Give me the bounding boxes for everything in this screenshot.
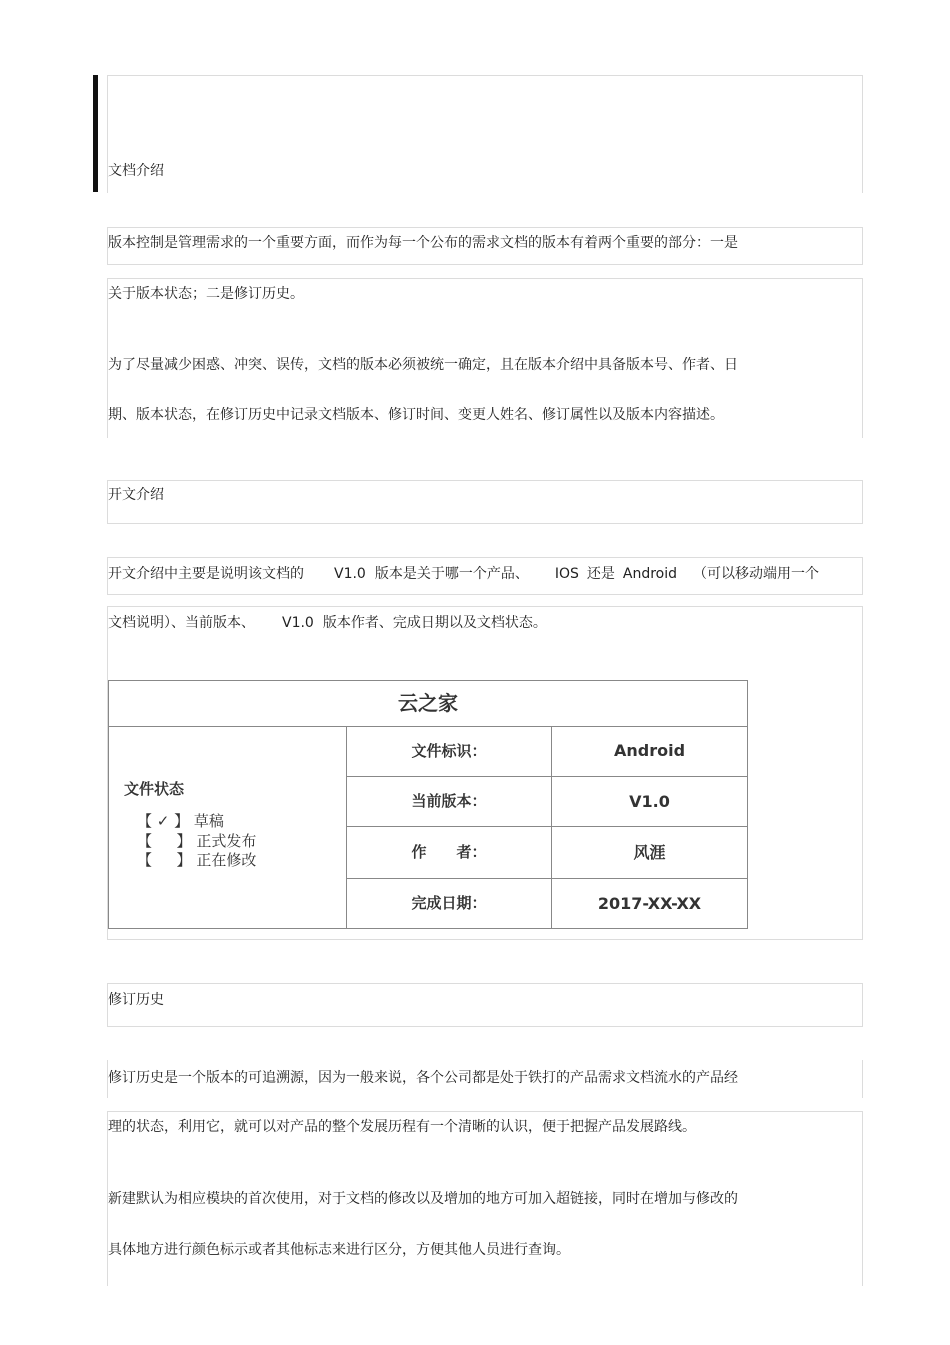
status-option-label: 正式发布 [196, 832, 257, 850]
history-heading-frame [107, 983, 863, 1027]
status-option-draft [137, 810, 224, 831]
info-row [347, 879, 747, 928]
open-heading: 开文介绍 [108, 487, 164, 503]
info-value: V1.0 [629, 792, 670, 811]
open-paragraph-line [108, 565, 819, 583]
text-run: Android [622, 566, 678, 582]
info-value: 风涯 [633, 843, 666, 862]
info-key: 文件标识： [347, 726, 552, 776]
text-run: 开文介绍中主要是说明该文档的 [108, 566, 304, 582]
open-heading-frame [107, 480, 863, 524]
info-value: 2017-XX-XX [597, 894, 702, 913]
heading-accent-bar [93, 75, 98, 192]
text-run: 版本作者、完成日期以及文档状态。 [322, 615, 547, 631]
text-run: 文档说明）、当前版本、 [108, 615, 255, 631]
text-run: （可以移动端用一个 [693, 566, 820, 582]
history-paragraph-line: 新建默认为相应模块的首次使用，对于文档的修改以及增加的地方可加入超链接，同时在增加与修改的 [108, 1191, 738, 1207]
text-run: 还是 [586, 566, 615, 582]
history-heading: 修订历史 [108, 992, 164, 1008]
text-run: V1.0 [282, 615, 314, 631]
checkbox-mark: 【 ✓ 】 [137, 812, 190, 830]
status-option-label: 草稿 [193, 812, 224, 830]
open-paragraph-line [108, 614, 547, 632]
checkbox-mark: 【 】 [137, 851, 192, 869]
intro-heading: 文档介绍 [108, 163, 164, 179]
info-key: 当前版本： [347, 777, 552, 826]
status-panel [109, 726, 347, 928]
status-option-editing [137, 849, 256, 870]
checkbox-mark: 【 】 [137, 832, 192, 850]
status-option-label: 正在修改 [196, 851, 257, 869]
history-paragraph-line: 具体地方进行颜色标示或者其他标志来进行区分，方便其他人员进行查询。 [108, 1242, 570, 1258]
info-row [347, 827, 747, 879]
text-run: IOS [554, 566, 579, 582]
info-row [347, 777, 747, 827]
history-paragraph-line: 理的状态，利用它，就可以对产品的整个发展历程有一个清晰的认识，便于把握产品发展路线。 [108, 1119, 696, 1135]
intro-paragraph-line: 关于版本状态；二是修订历史。 [108, 286, 304, 302]
info-value: Android [613, 741, 686, 760]
intro-paragraph-line: 为了尽量减少困惑、冲突、误传，文档的版本必须被统一确定，且在版本介绍中具备版本号、作者、日 [108, 357, 738, 373]
card-title: 云之家 [109, 681, 747, 727]
intro-heading-frame [107, 75, 863, 193]
intro-paragraph-line: 版本控制是管理需求的一个重要方面，而作为每一个公布的需求文档的版本有着两个重要的部分：一是 [108, 235, 738, 251]
info-row [347, 726, 747, 777]
info-key: 完成日期： [347, 879, 552, 928]
status-option-published [137, 830, 256, 851]
text-run: V1.0 [334, 566, 366, 582]
intro-paragraph-line: 期、版本状态，在修订历史中记录文档版本、修订时间、变更人姓名、修订属性以及版本内容描述。 [108, 407, 724, 423]
history-paragraph-line: 修订历史是一个版本的可追溯源，因为一般来说，各个公司都是处于铁打的产品需求文档流水的产品经 [108, 1070, 738, 1086]
version-info-card [108, 680, 748, 929]
info-key: 作 者： [347, 827, 552, 878]
status-label: 文件状态 [124, 780, 185, 798]
text-run: 版本是关于哪一个产品、 [374, 566, 529, 582]
